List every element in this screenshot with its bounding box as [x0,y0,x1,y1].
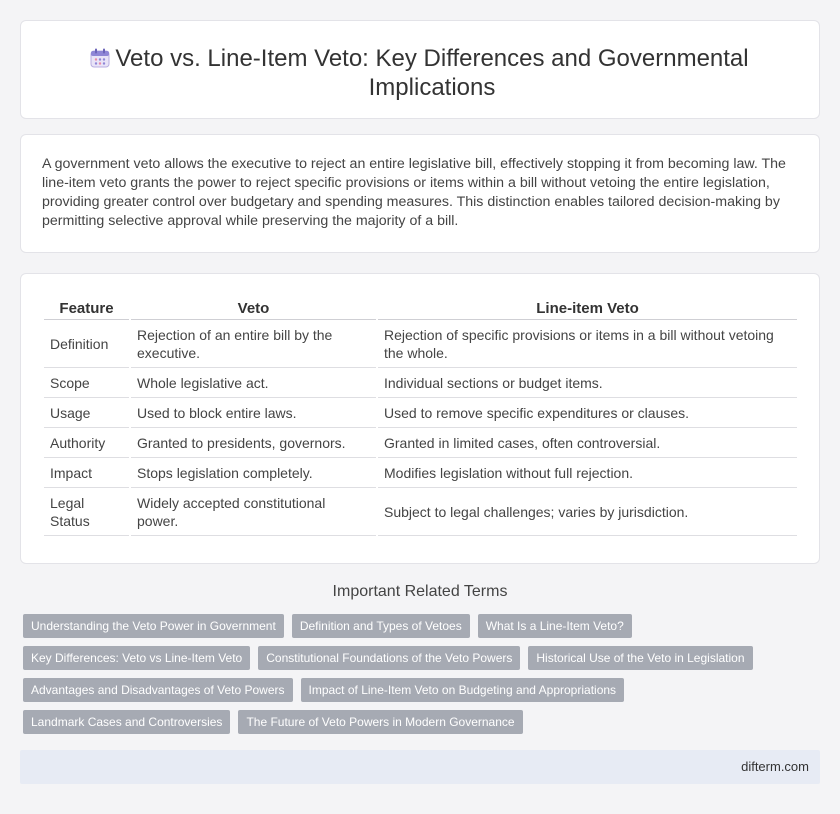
page-title-text: Veto vs. Line-Item Veto: Key Differences and Governmental Implications [115,45,749,101]
cell-line-item-veto: Granted in limited cases, often controversial. [378,428,797,458]
comparison-table-card [20,273,820,564]
cell-line-item-veto: Modifies legislation without full rejection. [378,458,797,488]
description-card [20,134,820,253]
comparison-table [42,294,799,536]
related-term-link[interactable]: Historical Use of the Veto in Legislation [528,646,752,670]
related-term-link[interactable]: Constitutional Foundations of the Veto Powers [258,646,520,670]
cell-feature: Impact [44,458,129,488]
table-row [44,458,797,488]
cell-veto: Granted to presidents, governors. [131,428,376,458]
table-row [44,398,797,428]
cell-line-item-veto: Subject to legal challenges; varies by jurisdiction. [378,488,797,536]
table-row [44,488,797,536]
related-term-link[interactable]: Key Differences: Veto vs Line-Item Veto [23,646,250,670]
related-terms-tags [23,614,823,742]
footer-site-link[interactable]: difterm.com [741,759,809,774]
header-veto: Veto [131,294,376,320]
tag-row [23,646,823,670]
tag-row [23,678,823,702]
header-feature: Feature [44,294,129,320]
cell-feature: Definition [44,320,129,368]
cell-line-item-veto: Used to remove specific expenditures or clauses. [378,398,797,428]
related-term-link[interactable]: The Future of Veto Powers in Modern Governance [238,710,522,734]
cell-veto: Whole legislative act. [131,368,376,398]
footer [20,750,820,784]
table-row [44,320,797,368]
cell-veto: Used to block entire laws. [131,398,376,428]
cell-line-item-veto: Rejection of specific provisions or items in a bill without vetoing the whole. [378,320,797,368]
cell-feature: Usage [44,398,129,428]
tag-row [23,710,823,734]
title-card [20,20,820,119]
header-line-item-veto: Line-item Veto [378,294,797,320]
table-header-row [44,294,797,320]
page-title [21,44,819,102]
related-term-link[interactable]: Impact of Line-Item Veto on Budgeting and Appropriations [301,678,625,702]
table-row [44,368,797,398]
cell-feature: Scope [44,368,129,398]
cell-veto: Rejection of an entire bill by the executive. [131,320,376,368]
related-term-link[interactable]: Advantages and Disadvantages of Veto Powers [23,678,293,702]
cell-veto: Stops legislation completely. [131,458,376,488]
description-text: A government veto allows the executive to reject an entire legislative bill, effectively stopping it from becoming law. The line-item veto grants the power to reject specific provisions or items within a bill without vetoing the entire legislation, providing greater control over budgetary and spending measures. This distinction enables tailored decision-making by permitting selective approval while preserving the majority of a bill. [42,156,786,229]
cell-veto: Widely accepted constitutional power. [131,488,376,536]
table-row [44,428,797,458]
tag-row [23,614,823,638]
related-terms-title: Important Related Terms [332,583,508,600]
related-term-link[interactable]: Definition and Types of Vetoes [292,614,470,638]
related-term-link[interactable]: What Is a Line-Item Veto? [478,614,632,638]
related-term-link[interactable]: Landmark Cases and Controversies [23,710,230,734]
cell-line-item-veto: Individual sections or budget items. [378,368,797,398]
related-term-link[interactable]: Understanding the Veto Power in Government [23,614,284,638]
cell-feature: Legal Status [44,488,129,536]
cell-feature: Authority [44,428,129,458]
